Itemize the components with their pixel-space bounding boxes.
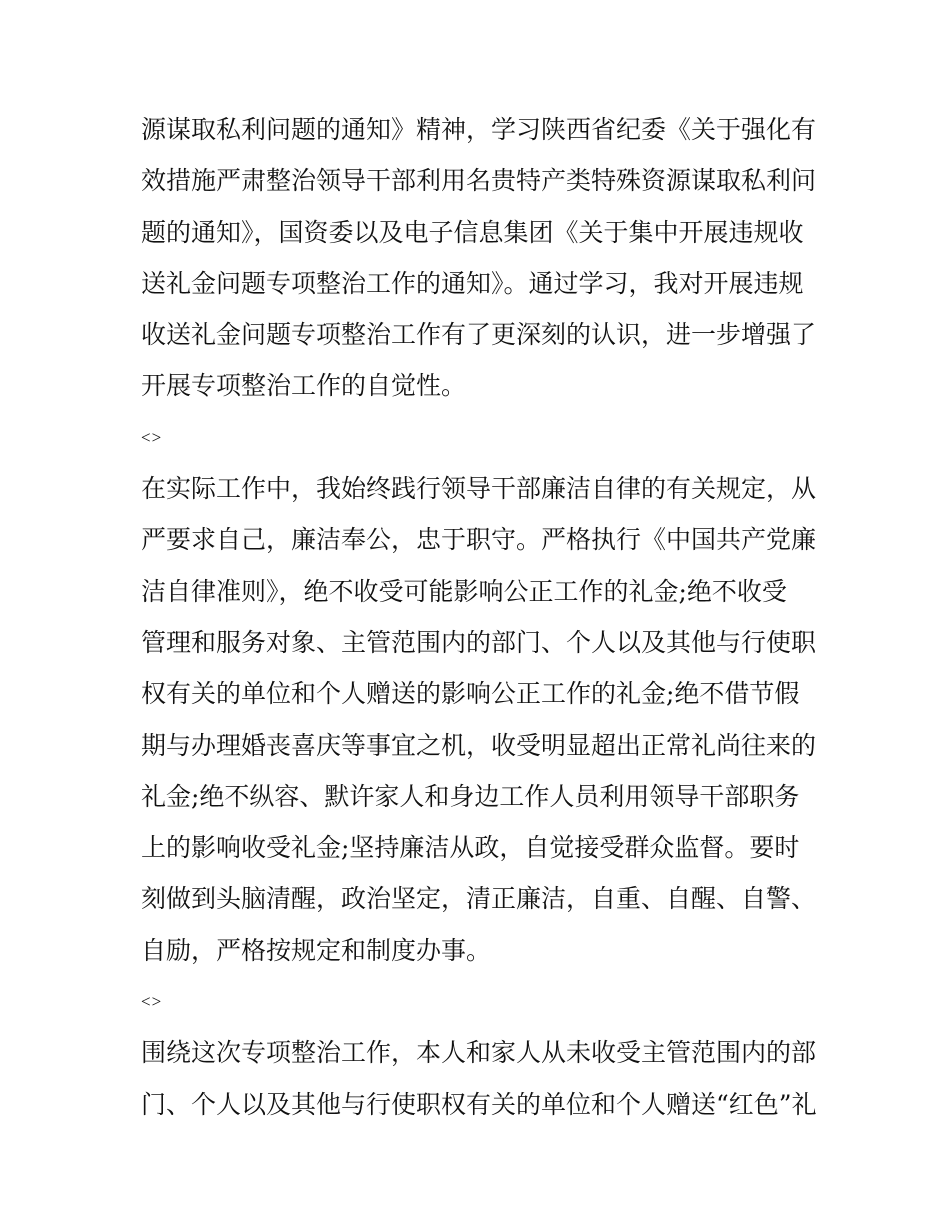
- paragraph-practice: [141, 463, 821, 976]
- paragraph-commitment: [141, 1027, 821, 1130]
- text-line: 题的通知》，国资委以及电子信息集团《关于集中开展违规收: [141, 217, 804, 247]
- text-line: 开展专项整治工作的自觉性。: [141, 371, 467, 401]
- text-line: 刻做到头脑清醒，政治坚定，清正廉洁，自重、自醒、自警、: [141, 884, 817, 914]
- text-line: 效措施严肃整治领导干部利用名贵特产类特殊资源谋取私利问: [141, 166, 817, 196]
- text-line: 管理和服务对象、主管范围内的部门、个人以及其他与行使职: [141, 627, 817, 657]
- text-line: 门、个人以及其他与行使职权有关的单位和个人赠送“红色”礼: [141, 1089, 817, 1119]
- text-line: 洁自律准则》，绝不收受可能影响公正工作的礼金;绝不收受: [141, 576, 787, 606]
- text-line: 上的影响收受礼金;坚持廉洁从政，自觉接受群众监督。要时: [141, 833, 800, 863]
- section-marker: <>: [141, 427, 163, 447]
- text-line: 权有关的单位和个人赠送的影响公正工作的礼金;绝不借节假: [141, 679, 800, 709]
- text-line: 送礼金问题专项整治工作的通知》。通过学习，我对开展违规: [141, 268, 804, 298]
- section-marker: <>: [141, 992, 163, 1012]
- text-line: 收送礼金问题专项整治工作有了更深刻的认识，进一步增强了: [141, 320, 817, 350]
- text-line: 在实际工作中，我始终践行领导干部廉洁自律的有关规定，从: [141, 474, 817, 504]
- text-line: 自励，严格按规定和制度办事。: [141, 935, 492, 965]
- text-line: 礼金;绝不纵容、默许家人和身边工作人员利用领导干部职务: [141, 781, 800, 811]
- text-line: 围绕这次专项整治工作，本人和家人从未收受主管范围内的部: [141, 1038, 817, 1068]
- text-line: 严要求自己，廉洁奉公，忠于职守。严格执行《中国共产党廉: [141, 525, 817, 555]
- paragraph-study: [141, 104, 821, 412]
- text-line: 期与办理婚丧喜庆等事宜之机，收受明显超出正常礼尚往来的: [141, 730, 817, 760]
- document-body: [141, 104, 821, 1130]
- text-line: 源谋取私利问题的通知》精神，学习陕西省纪委《关于强化有: [141, 115, 817, 144]
